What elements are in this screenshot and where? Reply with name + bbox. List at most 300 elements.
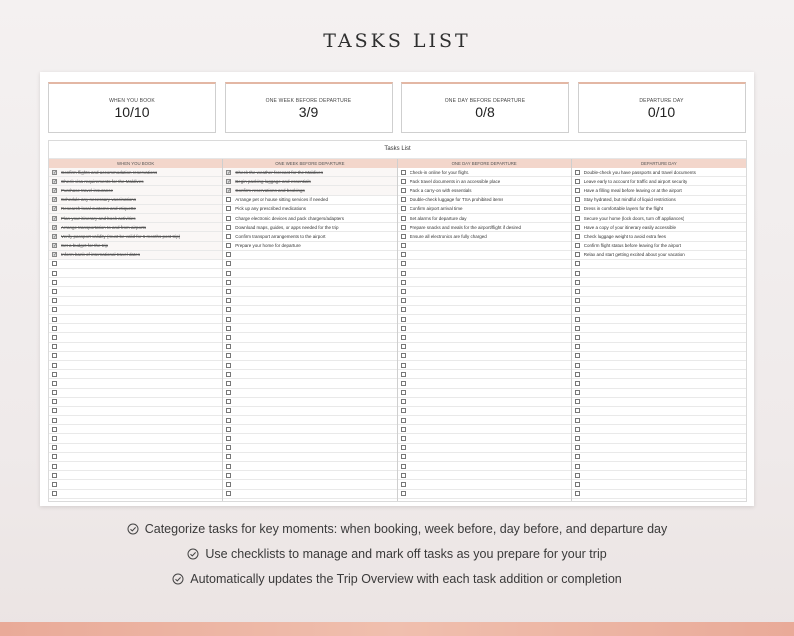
task-checkbox[interactable] [226,381,231,386]
task-checkbox[interactable] [575,188,580,193]
task-row [572,425,746,434]
task-text[interactable]: Check-in online for your flight. [409,169,470,175]
task-row [223,389,396,398]
task-checkbox[interactable]: ✓ [53,224,58,231]
task-checkbox[interactable] [401,353,406,358]
task-checkbox[interactable] [52,473,57,478]
task-checkbox[interactable] [52,454,57,459]
task-checkbox[interactable] [401,408,406,413]
task-row [572,260,746,269]
task-text[interactable]: Plan your itinerary and book activities [61,215,136,221]
task-row [572,177,746,186]
task-text[interactable]: Charge electronic devices and pack chargers/adapters [235,215,345,221]
task-text[interactable]: Set a budget for the trip [61,243,109,249]
task-checkbox[interactable] [52,427,57,432]
task-row [49,361,222,370]
summary-card-book [48,82,216,133]
task-row [398,315,571,324]
task-checkbox[interactable] [52,271,57,276]
check-circle-icon [127,523,139,538]
task-checkbox[interactable] [575,197,580,202]
task-checkbox[interactable] [226,197,231,202]
task-row [398,425,571,434]
column-one-day-before [398,159,572,502]
task-checkbox[interactable] [226,307,231,312]
task-row [223,214,396,223]
task-checkbox[interactable] [52,399,57,404]
task-row [49,444,222,453]
task-row [223,306,396,315]
column-header: DEPARTURE DAY [572,159,746,168]
task-text[interactable]: Pack a carry-on with essentials [409,187,472,193]
task-checkbox[interactable]: ✓ [53,187,58,194]
task-checkbox[interactable] [401,261,406,266]
task-text[interactable]: Arrange transportation to and from airports [61,224,147,230]
task-checkbox[interactable] [575,418,580,423]
task-checkbox[interactable] [401,436,406,441]
summary-value: 10/10 [114,104,150,120]
task-checkbox[interactable] [52,289,57,294]
task-checkbox[interactable] [575,170,580,175]
task-checkbox[interactable] [401,326,406,331]
task-text[interactable]: Confirm transport arrangements to the airport [235,233,326,239]
task-checkbox[interactable] [226,261,231,266]
feature-text: Automatically updates the Trip Overview with each task addition or completion [190,572,622,586]
task-checkbox[interactable] [401,170,406,175]
summary-card-day [401,82,569,133]
task-checkbox[interactable] [226,353,231,358]
task-row [398,214,571,223]
task-checkbox[interactable] [575,298,580,303]
check-circle-icon [187,548,199,563]
task-checkbox[interactable] [226,252,231,257]
task-checkbox[interactable] [52,307,57,312]
task-row [223,398,396,407]
task-row [223,324,396,333]
task-row [572,361,746,370]
task-checkbox[interactable] [575,280,580,285]
task-row [49,168,222,177]
task-checkbox[interactable] [401,482,406,487]
task-text[interactable]: Stay hydrated, but mindful of liquid restrictions [583,197,676,203]
task-checkbox[interactable] [401,197,406,202]
task-row [398,177,571,186]
task-checkbox[interactable] [226,298,231,303]
task-row [572,297,746,306]
task-text[interactable]: Pick up any prescribed medications [235,206,307,212]
task-checkbox[interactable] [575,206,580,211]
task-row [223,297,396,306]
task-row [572,223,746,232]
task-text[interactable]: Arrange pet or house sitting services if needed [235,197,329,203]
tasks-list [48,140,747,502]
task-checkbox[interactable] [226,491,231,496]
task-checkbox[interactable] [226,445,231,450]
task-checkbox[interactable] [401,363,406,368]
task-checkbox[interactable] [226,280,231,285]
task-checkbox[interactable] [401,280,406,285]
task-row [223,462,396,471]
task-checkbox[interactable] [226,225,231,230]
task-checkbox[interactable] [401,335,406,340]
task-checkbox[interactable] [575,216,580,221]
task-checkbox[interactable] [226,427,231,432]
task-checkbox[interactable] [226,243,231,248]
task-text[interactable]: Double-check you have passports and travel documents [583,169,696,175]
task-checkbox[interactable] [575,344,580,349]
task-checkbox[interactable] [401,427,406,432]
task-checkbox[interactable] [401,179,406,184]
task-checkbox[interactable] [575,225,580,230]
task-text[interactable]: Have a filling meal before leaving or at the airport [583,187,682,193]
task-row [223,287,396,296]
task-checkbox[interactable]: ✓ [53,169,58,176]
task-row [223,370,396,379]
task-text[interactable]: Check the weather forecast for the Maldives [235,169,324,175]
task-row [398,398,571,407]
task-row [49,352,222,361]
task-row [49,278,222,287]
task-row [398,480,571,489]
task-row [398,232,571,241]
task-row [223,177,396,186]
task-row [572,214,746,223]
task-row [223,471,396,480]
task-text[interactable]: Schedule any necessary vaccinations [61,197,137,203]
task-row [49,324,222,333]
task-text[interactable]: Purchase travel insurance [61,187,114,193]
task-checkbox[interactable] [226,473,231,478]
task-row [49,315,222,324]
task-text[interactable]: Pack travel documents in an accessible place [409,178,501,184]
task-checkbox[interactable] [52,491,57,496]
task-checkbox[interactable] [575,436,580,441]
task-checkbox[interactable] [52,445,57,450]
task-checkbox[interactable]: ✓ [53,243,58,250]
task-checkbox[interactable] [401,216,406,221]
feature-text: Use checklists to manage and mark off tasks as you prepare for your trip [205,547,607,561]
task-checkbox[interactable] [401,225,406,230]
task-checkbox[interactable]: ✓ [53,252,58,259]
task-text[interactable]: Download maps, guides, or apps needed for the trip [235,224,339,230]
task-text[interactable]: Begin packing luggage and essentials [235,178,311,184]
task-text[interactable]: Confirm flight status before leaving for the airport [583,243,682,249]
task-row [398,333,571,342]
task-row [49,370,222,379]
task-checkbox[interactable] [52,261,57,266]
task-row [49,214,222,223]
task-row [223,407,396,416]
task-checkbox[interactable] [575,399,580,404]
task-checkbox[interactable] [226,317,231,322]
task-text[interactable]: Research local customs and etiquette [61,206,137,212]
task-text[interactable]: Prepare your home for departure [235,243,301,249]
task-checkbox[interactable] [52,363,57,368]
task-row [398,352,571,361]
task-checkbox[interactable] [575,408,580,413]
task-text[interactable]: Double-check luggage for TSA prohibited items [409,197,504,203]
task-row [572,315,746,324]
task-row [572,453,746,462]
task-checkbox[interactable] [575,482,580,487]
task-checkbox[interactable]: ✓ [53,233,58,240]
task-checkbox[interactable]: ✓ [53,206,58,213]
task-text[interactable]: Secure your home (lock doors, turn off appliances) [583,215,685,221]
task-checkbox[interactable] [575,317,580,322]
task-checkbox[interactable] [401,298,406,303]
task-checkbox[interactable] [226,363,231,368]
task-checkbox[interactable] [401,454,406,459]
task-row [223,480,396,489]
task-row [572,186,746,195]
task-checkbox[interactable] [226,464,231,469]
task-checkbox[interactable] [575,179,580,184]
task-checkbox[interactable] [226,418,231,423]
task-checkbox[interactable] [226,390,231,395]
task-checkbox[interactable] [575,372,580,377]
task-checkbox[interactable] [401,464,406,469]
task-checkbox[interactable]: ✓ [53,178,58,185]
task-row [223,269,396,278]
task-row [49,251,222,260]
task-checkbox[interactable] [575,445,580,450]
task-checkbox[interactable] [52,418,57,423]
task-checkbox[interactable] [226,454,231,459]
task-checkbox[interactable] [52,353,57,358]
column-header: ONE WEEK BEFORE DEPARTURE [223,159,396,168]
task-text[interactable]: Prepare snacks and meals for the airport/flight if desired [409,224,522,230]
task-checkbox[interactable] [401,317,406,322]
task-row [572,242,746,251]
task-checkbox[interactable] [226,408,231,413]
task-row [223,315,396,324]
task-checkbox[interactable] [226,335,231,340]
task-row [223,416,396,425]
task-row [398,462,571,471]
task-checkbox[interactable] [401,344,406,349]
task-row [223,232,396,241]
task-row [572,333,746,342]
task-checkbox[interactable] [401,188,406,193]
task-checkbox[interactable] [226,372,231,377]
task-row [572,324,746,333]
task-row [398,278,571,287]
feature-item [0,547,794,572]
task-row [572,416,746,425]
task-row [223,379,396,388]
task-row [572,232,746,241]
task-checkbox[interactable] [401,399,406,404]
task-text[interactable]: Inform bank of international travel dates [61,252,141,258]
task-row [398,196,571,205]
check-circle-icon [172,573,184,588]
task-checkbox[interactable] [401,234,406,239]
task-text[interactable]: Relax and start getting excited about your vacation [583,252,685,258]
task-checkbox[interactable] [401,307,406,312]
task-row [398,370,571,379]
task-text[interactable]: Leave early to account for traffic and airport security [583,178,688,184]
task-checkbox[interactable] [575,464,580,469]
task-checkbox[interactable] [52,326,57,331]
task-text[interactable]: Verify passport validity (must be valid for 6 months post-trip) [61,233,181,239]
task-text[interactable]: Have a copy of your itinerary easily accessible [583,224,677,230]
task-checkbox[interactable] [575,307,580,312]
task-checkbox[interactable] [401,252,406,257]
task-checkbox[interactable] [575,363,580,368]
task-checkbox[interactable]: ✓ [53,215,58,222]
task-checkbox[interactable] [575,243,580,248]
task-checkbox[interactable] [401,381,406,386]
task-checkbox[interactable] [575,326,580,331]
task-checkbox[interactable] [401,206,406,211]
task-checkbox[interactable] [401,289,406,294]
task-checkbox[interactable] [226,289,231,294]
task-text[interactable]: Check visa requirements for the Maldives [61,178,144,184]
task-checkbox[interactable] [575,335,580,340]
task-checkbox[interactable] [52,344,57,349]
task-row [223,352,396,361]
task-checkbox[interactable] [575,252,580,257]
task-row [223,186,396,195]
task-row [49,434,222,443]
task-row [223,490,396,499]
task-checkbox[interactable] [52,335,57,340]
task-checkbox[interactable] [52,390,57,395]
task-text[interactable]: Confirm airport arrival time [409,206,463,212]
task-row [49,269,222,278]
task-row [398,379,571,388]
task-checkbox[interactable] [575,390,580,395]
task-checkbox[interactable] [226,344,231,349]
task-row [572,490,746,499]
task-checkbox[interactable] [401,473,406,478]
task-row [398,205,571,214]
task-checkbox[interactable] [52,372,57,377]
task-checkbox[interactable]: ✓ [227,187,232,194]
task-checkbox[interactable] [52,436,57,441]
task-row [398,269,571,278]
task-row [572,389,746,398]
task-row [49,407,222,416]
task-row [398,343,571,352]
task-checkbox[interactable] [52,408,57,413]
task-row [223,425,396,434]
task-row [49,453,222,462]
task-checkbox[interactable] [401,271,406,276]
task-checkbox[interactable] [401,390,406,395]
task-checkbox[interactable] [575,261,580,266]
task-checkbox[interactable] [52,298,57,303]
task-checkbox[interactable] [226,399,231,404]
task-checkbox[interactable] [226,206,231,211]
task-checkbox[interactable] [52,482,57,487]
task-row [398,287,571,296]
task-row [49,297,222,306]
task-row [223,251,396,260]
task-row [49,242,222,251]
task-checkbox[interactable]: ✓ [227,178,232,185]
task-row [223,168,396,177]
task-row [572,480,746,489]
task-text[interactable]: Ensure all electronics are fully charged [409,233,487,239]
task-text[interactable]: Confirm reservations and bookings [235,187,305,193]
task-checkbox[interactable] [575,289,580,294]
task-checkbox[interactable] [401,418,406,423]
task-row [572,471,746,480]
task-row [572,370,746,379]
task-checkbox[interactable] [226,234,231,239]
task-row [49,490,222,499]
task-checkbox[interactable] [52,464,57,469]
task-row [398,407,571,416]
task-checkbox[interactable] [401,445,406,450]
task-row [49,480,222,489]
summary-value: 3/9 [298,104,319,120]
task-checkbox[interactable] [575,234,580,239]
task-checkbox[interactable] [52,280,57,285]
task-text[interactable]: Set alarms for departure day [409,215,467,221]
task-row [398,361,571,370]
task-checkbox[interactable] [226,216,231,221]
task-row [572,269,746,278]
task-checkbox[interactable] [52,317,57,322]
task-row [398,260,571,269]
task-text[interactable]: Check luggage weight to avoid extra fees [583,233,667,239]
column-header: ONE DAY BEFORE DEPARTURE [398,159,571,168]
task-checkbox[interactable] [401,491,406,496]
task-row [398,242,571,251]
task-checkbox[interactable] [401,372,406,377]
page-title: TASKS LIST [323,30,471,52]
task-checkbox[interactable] [575,353,580,358]
task-checkbox[interactable] [575,491,580,496]
task-row [49,186,222,195]
task-row [49,306,222,315]
task-checkbox[interactable] [575,454,580,459]
task-checkbox[interactable]: ✓ [227,169,232,176]
task-row [398,306,571,315]
task-checkbox[interactable] [401,243,406,248]
task-row [572,398,746,407]
task-checkbox[interactable] [226,271,231,276]
task-checkbox[interactable] [226,326,231,331]
task-checkbox[interactable] [575,271,580,276]
task-row [398,223,571,232]
task-checkbox[interactable] [226,482,231,487]
tasks-columns [49,159,746,502]
task-checkbox[interactable]: ✓ [53,197,58,204]
feature-item [0,572,794,597]
task-checkbox[interactable] [226,436,231,441]
spreadsheet [40,72,754,506]
task-text[interactable]: Dress in comfortable layers for the flight [583,206,664,212]
decorative-band [0,622,794,636]
summary-card-week [225,82,393,133]
task-text[interactable]: Confirm flights and accommodation reservations [61,169,158,175]
task-row [223,260,396,269]
task-checkbox[interactable] [52,381,57,386]
task-row [572,278,746,287]
feature-item [0,522,794,547]
column-departure-day [572,159,746,502]
task-row [49,333,222,342]
task-row [223,434,396,443]
task-checkbox[interactable] [575,381,580,386]
task-checkbox[interactable] [575,427,580,432]
column-header: WHEN YOU BOOK [49,159,222,168]
task-row [572,352,746,361]
task-checkbox[interactable] [575,473,580,478]
